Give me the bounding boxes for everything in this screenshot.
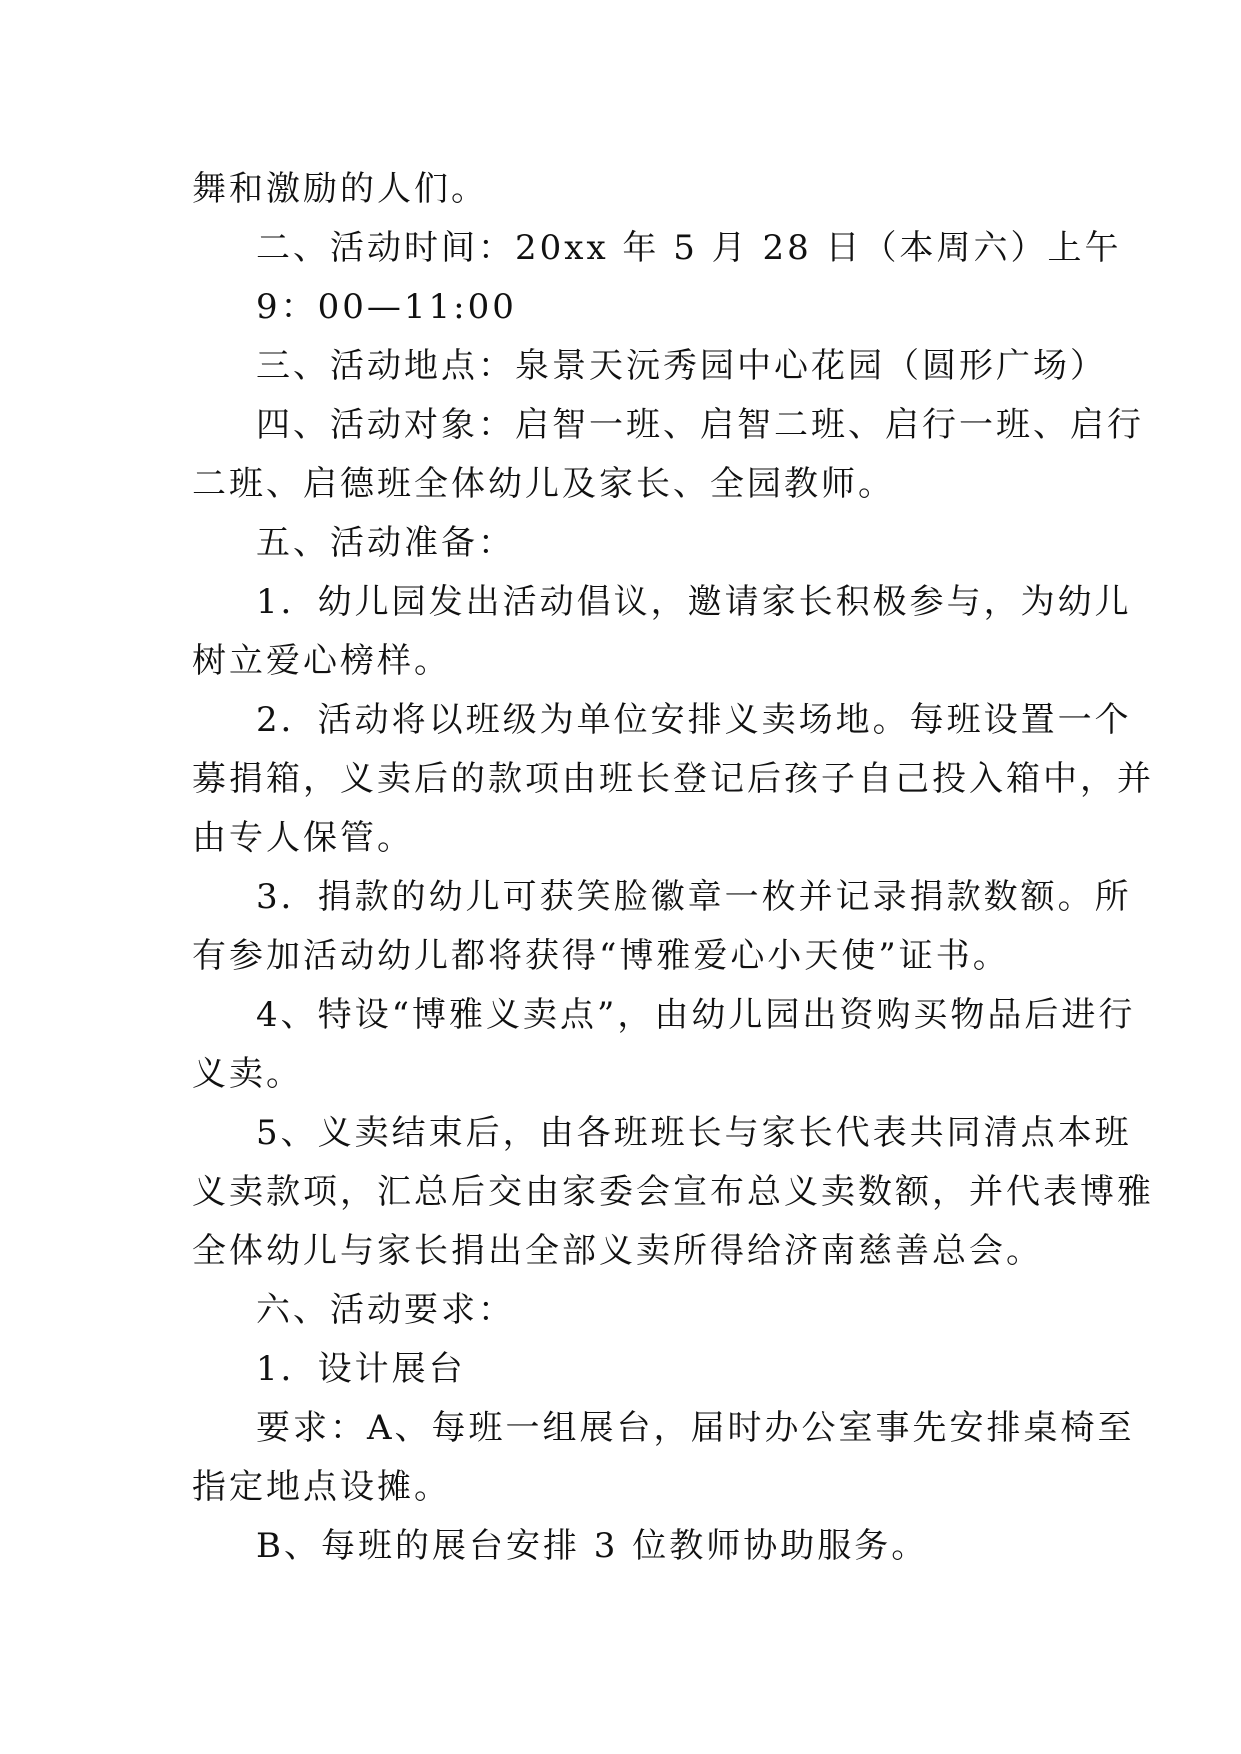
text-line: 五、活动准备：: [256, 523, 515, 563]
text-line: 舞和激励的人们。: [192, 169, 488, 209]
text-line: 1．设计展台: [256, 1349, 466, 1389]
text-line: 全体幼儿与家长捐出全部义卖所得给济南慈善总会。: [192, 1231, 1043, 1271]
text-line: 四、活动对象：启智一班、启智二班、启行一班、启行: [256, 405, 1144, 445]
text-line: 义卖。: [192, 1054, 303, 1094]
text-line: 1．幼儿园发出活动倡议，邀请家长积极参与，为幼儿: [256, 582, 1132, 622]
text-line: 要求：A、每班一组展台，届时办公室事先安排桌椅至: [256, 1408, 1135, 1448]
text-line: 募捐箱，义卖后的款项由班长登记后孩子自己投入箱中，并: [192, 759, 1154, 799]
text-line: 5、义卖结束后，由各班班长与家长代表共同清点本班: [256, 1113, 1132, 1153]
text-line: 六、活动要求：: [256, 1290, 515, 1330]
text-line: 义卖款项，汇总后交由家委会宣布总义卖数额，并代表博雅: [192, 1172, 1154, 1212]
text-line: 有参加活动幼儿都将获得“博雅爱心小天使”证书。: [192, 936, 1010, 976]
text-line: 2．活动将以班级为单位安排义卖场地。每班设置一个: [256, 700, 1132, 740]
text-line: 树立爱心榜样。: [192, 641, 451, 681]
text-line: 4、特设“博雅义卖点”，由幼儿园出资购买物品后进行: [256, 995, 1136, 1035]
text-line: 由专人保管。: [192, 818, 414, 858]
text-line: 指定地点设摊。: [192, 1467, 451, 1507]
text-line: 9：00—11:00: [256, 287, 517, 327]
text-line: 3．捐款的幼儿可获笑脸徽章一枚并记录捐款数额。所: [256, 877, 1132, 917]
document-body: [192, 160, 1154, 1576]
text-line: 二、活动时间：20xx 年 5 月 28 日（本周六）上午: [256, 228, 1122, 268]
text-line: B、每班的展台安排 3 位教师协助服务。: [256, 1526, 929, 1566]
text-line: 二班、启德班全体幼儿及家长、全园教师。: [192, 464, 895, 504]
text-line: 三、活动地点：泉景天沅秀园中心花园（圆形广场）: [256, 346, 1107, 386]
